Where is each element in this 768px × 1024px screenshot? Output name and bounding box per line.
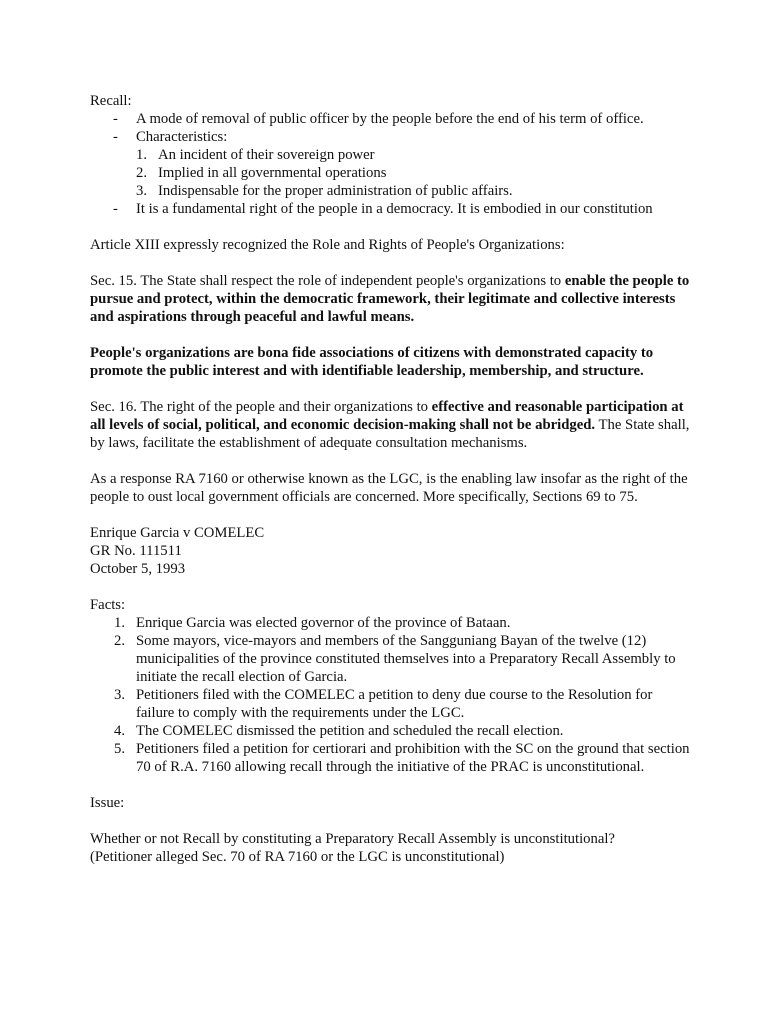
recall-bullet-text: It is a fundamental right of the people in a democracy. It is embodied in our constitution — [136, 201, 653, 217]
item-number: 1. — [136, 147, 148, 163]
item-number: 1. — [114, 615, 126, 631]
case-gr-number: GR No. 111511 — [90, 543, 182, 559]
sec16-tail-text: The State shall, by laws, facilitate the establishment of adequate consultation mechanisms. — [90, 417, 690, 451]
fact-item — [90, 740, 690, 776]
item-number: 4. — [114, 723, 126, 739]
recall-bullet — [90, 200, 690, 218]
case-date: October 5, 1993 — [90, 561, 186, 577]
issue-note: (Petitioner alleged Sec. 70 of RA 7160 or the LGC is unconstitutional) — [90, 849, 505, 865]
recall-bullet — [90, 128, 690, 146]
item-text: Petitioners filed with the COMELEC a petition to deny due course to the Resolution for failure to comply with the requirements under the LGC. — [136, 687, 653, 721]
item-text: Indispensable for the proper administration of public affairs. — [158, 183, 513, 199]
fact-item — [90, 614, 690, 632]
item-number: 5. — [114, 741, 126, 757]
item-number: 3. — [136, 183, 148, 199]
sec16-paragraph — [90, 398, 690, 452]
facts-list — [90, 614, 690, 776]
characteristics-list — [90, 146, 690, 200]
response-paragraph: As a response RA 7160 or otherwise known as the LGC, is the enabling law insofar as the right of the people to oust local government officials are concerned. More specifically, Sections 69 to 75. — [90, 471, 688, 505]
fact-item — [90, 686, 690, 722]
sec16-bold-text: effective and reasonable participation at all levels of social, political, and economic decision-making shall not be abridged. — [90, 399, 684, 433]
characteristic-item — [90, 164, 690, 182]
sec15-text: Sec. 15. The State shall respect the role of independent people's organizations to — [90, 273, 565, 289]
issue-question: Whether or not Recall by constituting a Preparatory Recall Assembly is unconstitutional? — [90, 831, 615, 847]
recall-heading: Recall: — [90, 93, 132, 109]
item-text: An incident of their sovereign power — [158, 147, 375, 163]
recall-bullet-text: Characteristics: — [136, 129, 228, 145]
item-text: The COMELEC dismissed the petition and scheduled the recall election. — [136, 723, 564, 739]
item-text: Enrique Garcia was elected governor of the province of Bataan. — [136, 615, 511, 631]
sec15-paragraph — [90, 272, 690, 326]
characteristic-item — [90, 146, 690, 164]
recall-bullet — [90, 110, 690, 128]
dash-marker: - — [113, 129, 118, 145]
dash-marker: - — [113, 201, 118, 217]
item-number: 2. — [114, 633, 126, 649]
item-text: Implied in all governmental operations — [158, 165, 387, 181]
characteristic-item — [90, 182, 690, 200]
fact-item — [90, 722, 690, 740]
fact-item — [90, 632, 690, 686]
peoples-org-bold-text: People's organizations are bona fide associations of citizens with demonstrated capacity to promote the public interest and with identifiable leadership, membership, and structure. — [90, 345, 654, 379]
peoples-org-paragraph — [90, 344, 690, 380]
facts-heading: Facts: — [90, 597, 126, 613]
item-number: 2. — [136, 165, 148, 181]
sec15-bold-text: enable the people to pursue and protect, within the democratic framework, their legitimate and collective interests and aspirations through peaceful and lawful means. — [90, 273, 690, 325]
item-text: Petitioners filed a petition for certiorari and prohibition with the SC on the ground that section 70 of R.A. 7160 allowing recall through the initiative of the PRAC is unconstitutional. — [136, 741, 690, 775]
recall-bullet-list — [90, 110, 690, 218]
recall-bullet-text: A mode of removal of public officer by the people before the end of his term of office. — [136, 111, 644, 127]
item-number: 3. — [114, 687, 126, 703]
sec16-text: Sec. 16. The right of the people and their organizations to — [90, 399, 432, 415]
dash-marker: - — [113, 111, 118, 127]
case-title: Enrique Garcia v COMELEC — [90, 525, 265, 541]
item-text: Some mayors, vice-mayors and members of the Sangguniang Bayan of the twelve (12) municipalities of the province constituted themselves into a Preparatory Recall Assembly to initiate the recall election of Garcia. — [136, 633, 676, 685]
document-page — [90, 92, 690, 866]
article-paragraph: Article XIII expressly recognized the Role and Rights of People's Organizations: — [90, 237, 565, 253]
issue-heading: Issue: — [90, 795, 125, 811]
